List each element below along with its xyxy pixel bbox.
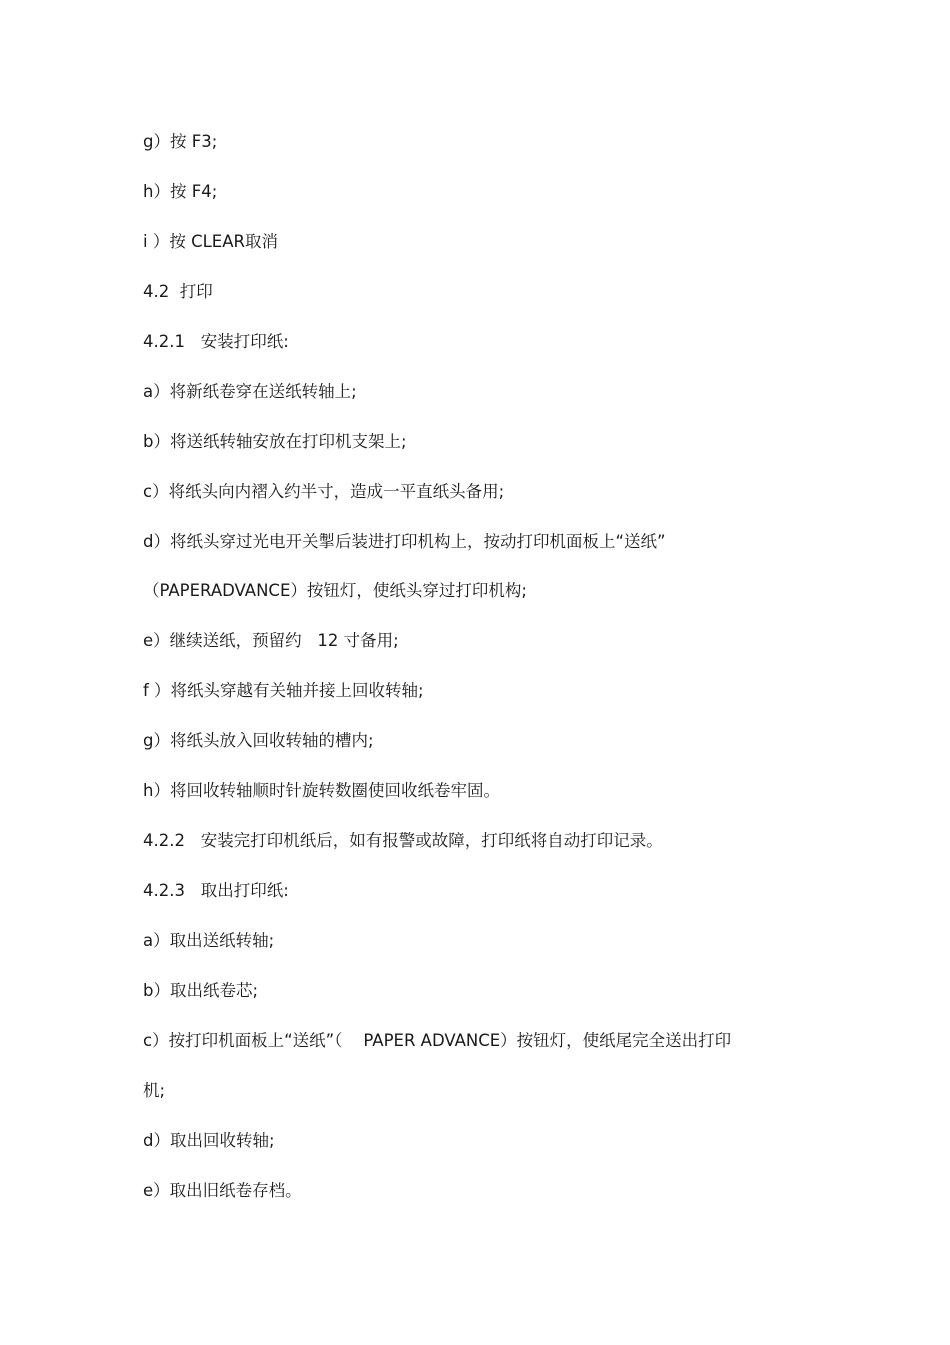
text-line: d）将纸头穿过光电开关掣后装进打印机构上，按动打印机面板上“送纸” [143, 532, 666, 551]
text-line: b）将送纸转轴安放在打印机支架上; [143, 432, 407, 451]
text-line: i ）按 CLEAR取消 [143, 232, 278, 251]
text-line: c）将纸头向内褶入约半寸，造成一平直纸头备用; [143, 482, 505, 501]
text-line: h）按 F4; [143, 182, 218, 201]
subsection-heading: 4.2.3 取出打印纸: [143, 881, 289, 900]
text-line: f ）将纸头穿越有关轴并接上回收转轴; [143, 681, 424, 700]
text-line: a）将新纸卷穿在送纸转轴上; [143, 382, 357, 401]
text-line: c）按打印机面板上“送纸”（ PAPER ADVANCE）按钮灯，使纸尾完全送出打印 [143, 1031, 732, 1050]
text-line: h）将回收转轴顺时针旋转数圈使回收纸卷牢固。 [143, 781, 500, 800]
text-line: （PAPERADVANCE）按钮灯，使纸头穿过打印机构; [143, 581, 527, 600]
subsection-heading: 4.2.1 安装打印纸: [143, 332, 289, 351]
text-line: g）将纸头放入回收转轴的槽内; [143, 731, 374, 750]
text-line: d）取出回收转轴; [143, 1131, 275, 1150]
subsection-heading: 4.2.2 安装完打印机纸后，如有报警或故障，打印纸将自动打印记录。 [143, 831, 663, 850]
section-heading: 4.2 打印 [143, 282, 213, 301]
text-line: e）继续送纸，预留约 12 寸备用; [143, 631, 399, 650]
text-line: b）取出纸卷芯; [143, 981, 259, 1000]
text-line: a）取出送纸转轴; [143, 931, 275, 950]
text-line: 机; [143, 1081, 166, 1100]
text-line: e）取出旧纸卷存档。 [143, 1181, 302, 1200]
text-line: g）按 F3; [143, 132, 218, 151]
